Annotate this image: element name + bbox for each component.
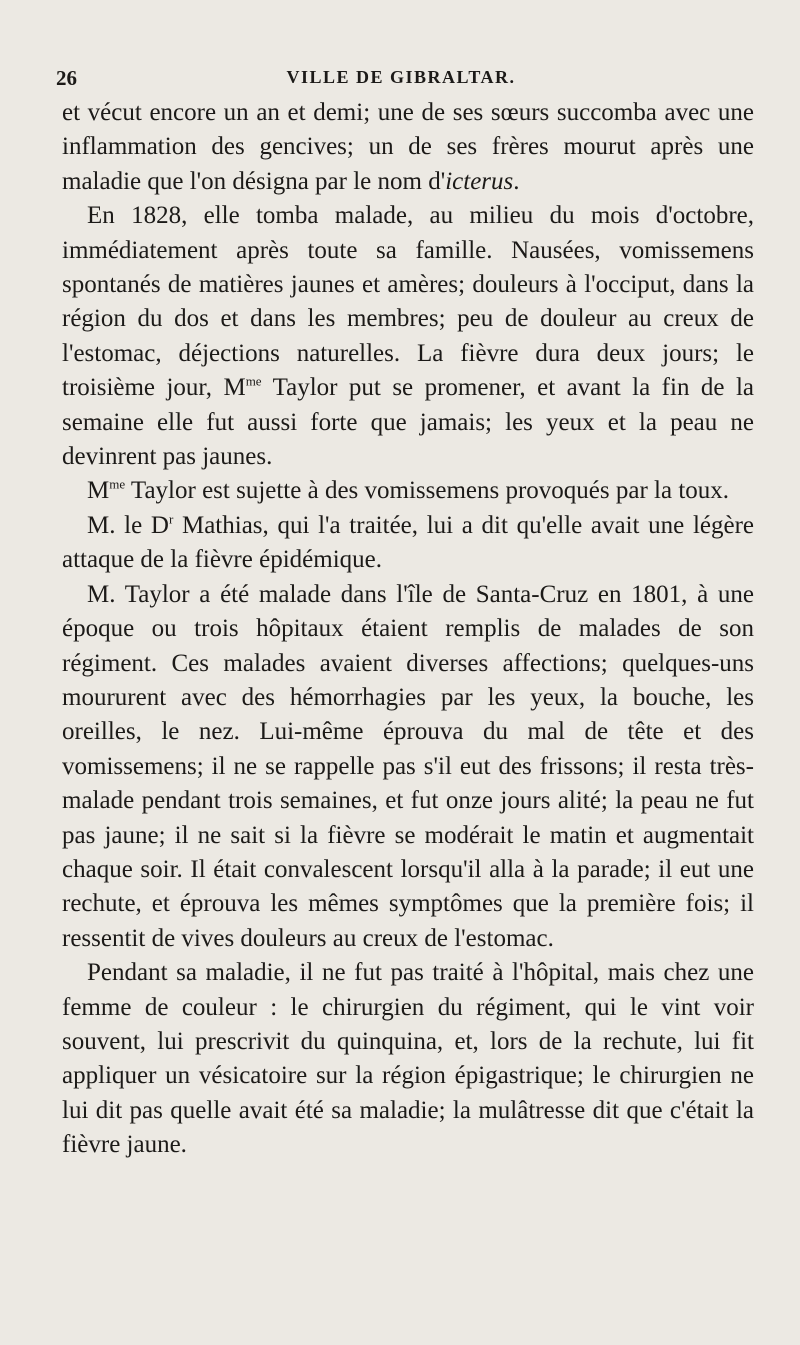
paragraph-1-text: et vécut encore un an et demi; une de ses sœurs succomba avec une inflammation des gencives; un de ses frères mourut après une maladie que l'on désigna par le nom d' bbox=[62, 99, 754, 195]
paragraph-3-text: Taylor est sujette à des vomissemens provoqués par la toux. bbox=[125, 477, 730, 505]
paragraph-3 bbox=[62, 474, 754, 508]
paragraph-1-end: . bbox=[513, 167, 520, 195]
header-title: VILLE DE GIBRALTAR. bbox=[286, 67, 516, 87]
paragraph-4 bbox=[62, 509, 754, 578]
paragraph-5: M. Taylor a été malade dans l'île de Santa-Cruz en 1801, à une époque ou trois hôpitaux étaient remplis de malades de son régiment. Ces malades avaient diverses affections; quelques-uns moururent avec des hémorrhagies par les yeux, la bouche, les oreilles, le nez. Lui-même éprouva du mal de tête et des vomissemens; il ne se rappelle pas s'il eut des frissons; il resta très-malade pendant trois semaines, et fut onze jours alité; la peau ne fut pas jaune; il ne sait si la fièvre se modérait le matin et augmentait chaque soir. Il était convalescent lorsqu'il alla à la parade; il eut une rechute, et éprouva les mêmes symptômes que la première fois; il ressentit de vives douleurs au creux de l'estomac. bbox=[62, 580, 754, 952]
paragraph-2 bbox=[62, 199, 754, 474]
superscript: me bbox=[109, 476, 126, 492]
superscript: r bbox=[168, 511, 174, 527]
running-head bbox=[56, 66, 746, 92]
paragraph-2-end: Taylor put se promener, et avant la fin de la semaine elle fut aussi forte que jamais; les yeux et la peau ne devinrent pas jaunes. bbox=[62, 374, 754, 471]
paragraph-1 bbox=[62, 96, 754, 199]
paragraph-4-start: M. le D bbox=[87, 511, 169, 539]
superscript: me bbox=[245, 373, 262, 389]
body-text bbox=[62, 96, 754, 1163]
page-number: 26 bbox=[56, 66, 77, 90]
paragraph-2-text: En 1828, elle tomba malade, au milieu du mois d'octobre, immédiatement après toute sa famille. Nausées, vomissemens spontanés de matières jaunes et amères; douleurs à l'occiput, dans la région du dos et dans les membres; peu de douleur au creux de l'estomac, déjections naturelles. La fièvre dura deux jours; le troisième jour, M bbox=[62, 202, 754, 402]
paragraph-3-start: M bbox=[87, 477, 110, 505]
paragraph-6: Pendant sa maladie, il ne fut pas traité à l'hôpital, mais chez une femme de couleur : le chirurgien du régiment, qui le vint voir souvent, lui prescrivit du quinquina, et, lors de la rechute, lui fit appliquer un vésicatoire sur la région épigastrique; le chirurgien ne lui dit pas quelle avait été sa maladie; la mulâtresse dit que c'était la fièvre jaune. bbox=[62, 959, 754, 1159]
italic-term: icterus bbox=[445, 167, 514, 195]
paragraph-4-text: Mathias, qui l'a traitée, lui a dit qu'elle avait une légère attaque de la fièvre épidémique. bbox=[62, 511, 754, 574]
